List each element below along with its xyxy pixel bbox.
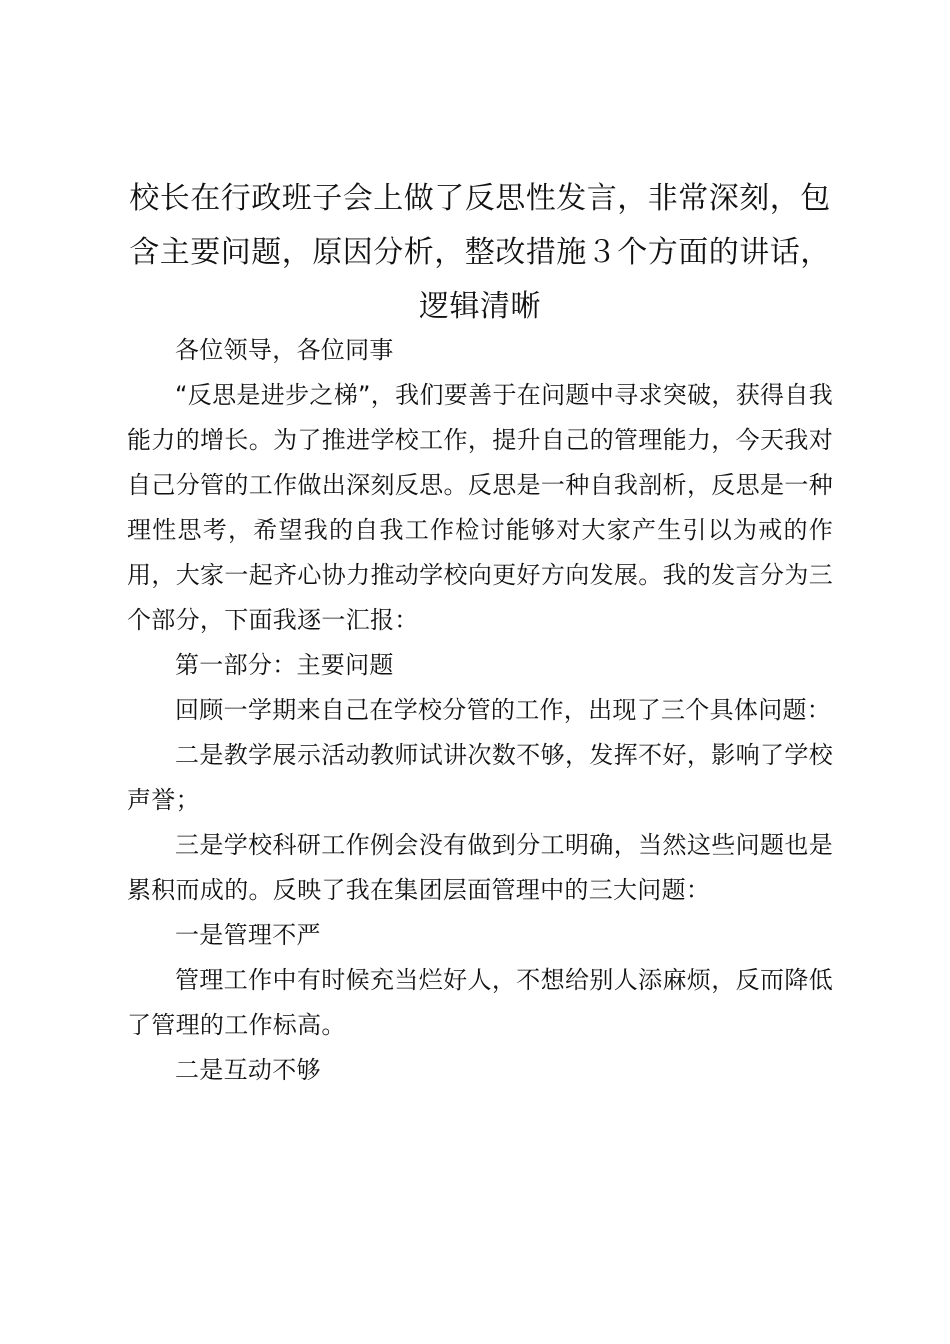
paragraph-review: 回顾一学期来自己在学校分管的工作，出现了三个具体问题： — [175, 696, 832, 724]
paragraph-problem-three: 三是学校科研工作例会没有做到分工明确，当然这些问题也是累积而成的。反映了我在集团层面管理中的三大问题： — [127, 831, 833, 904]
document-body — [127, 328, 833, 1093]
section-heading-part-one: 第一部分：主要问题 — [175, 651, 394, 679]
document-title: 校长在行政班子会上做了反思性发言，非常深刻，包含主要问题，原因分析，整改措施３个方面的讲话，逻辑清晰 — [129, 181, 831, 324]
paragraph-problem-two: 二是教学展示活动教师试讲次数不够，发挥不好，影响了学校声誉； — [127, 741, 833, 814]
subheading-issue-two: 二是互动不够 — [175, 1056, 321, 1084]
paragraph-greeting: 各位领导，各位同事 — [175, 336, 394, 364]
subheading-issue-one: 一是管理不严 — [175, 921, 321, 949]
paragraph-intro: “反思是进步之梯”，我们要善于在问题中寻求突破，获得自我能力的增长。为了推进学校工作，提升自己的管理能力，今天我对自己分管的工作做出深刻反思。反思是一种自我剖析，反思是一种理性思考，希望我的自我工作检讨能够对大家产生引以为戒的作用，大家一起齐心协力推动学校向更好方向发展。我的发言分为三个部分，下面我逐一汇报： — [127, 381, 833, 634]
paragraph-issue-one-detail: 管理工作中有时候充当烂好人，不想给别人添麻烦，反而降低了管理的工作标高。 — [127, 966, 833, 1039]
